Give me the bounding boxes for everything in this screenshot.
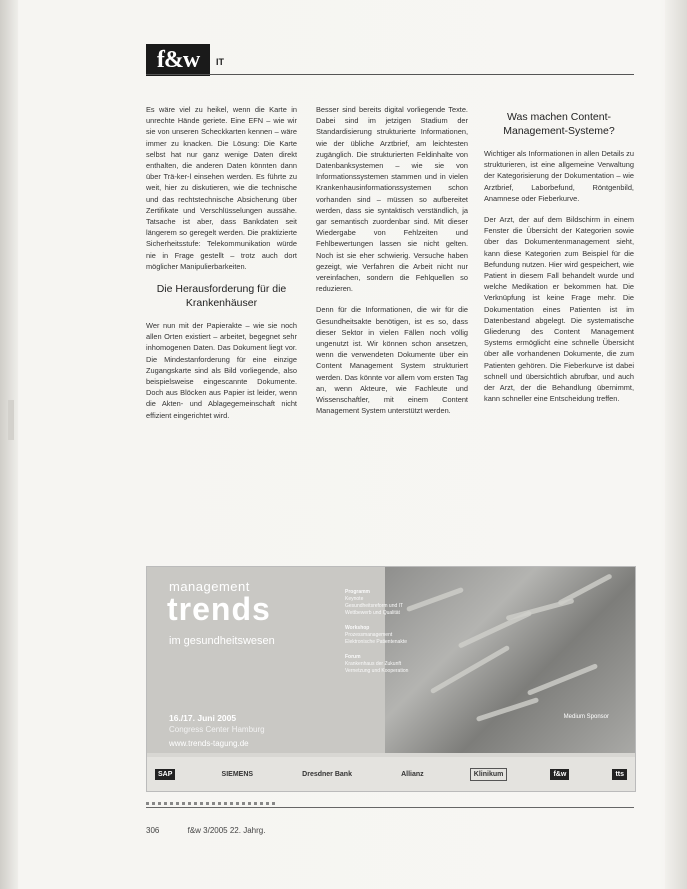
subheading: Was machen Content-Management-Systeme?	[503, 111, 615, 137]
issue-info: f&w 3/2005 22. Jahrg.	[187, 826, 266, 835]
ad-management: management	[169, 579, 250, 594]
paragraph: Wer nun mit der Papierakte – wie sie noch allen Orten existiert – arbeitet, begegnet sehr inhomogenen Daten. Das Dokument liegt vor. Die Mindestanforderung für eine einzige Zugangskarte sind als Bild vorliegende, also beispielsweise eingescannte Dokumente. Doch aus Blöcken aus Papier ist leider, wenn die Akten- und Ablagegemeinschaft nicht effizient eingerichtet wird.	[146, 321, 297, 420]
section-tag: IT	[216, 57, 224, 67]
magazine-logo: f&w	[146, 44, 210, 76]
sponsor-logo: f&w	[550, 769, 569, 780]
advertisement	[146, 566, 636, 792]
paragraph: Denn für die Informationen, die wir für die Gesundheitsakte benötigen, ist es so, dass dieser Sektor in vielen Fällen noch völlig ungenutzt ist. Wir können schon ansetzen, wenn die verwendeten Dokumente über ein Content Management System strukturiert werden. Das könnte vor allem vom ersten Tag an, wenn Akteure, wie Fachleute und Wissenschaftler, mit einem Content Management System unterstützt werden.	[316, 305, 468, 416]
column-2	[316, 104, 468, 426]
sponsor-strip	[147, 757, 635, 791]
sponsor-logo: SAP	[155, 769, 175, 780]
header-rule	[146, 74, 634, 75]
margin-mark	[8, 400, 14, 440]
ad-caption: Medium Sponsor	[563, 714, 609, 720]
column-3	[484, 104, 634, 414]
ad-date: 16./17. Juni 2005	[169, 713, 237, 723]
paragraph: Wichtiger als Informationen in allen Details zu strukturieren, ist eine allgemeine Verwaltung der Kategorisierung der Dokumentation – wie Arztbrief, Laborbefund, Röntgenbild, Anamnese oder Fieberkurve.	[484, 149, 634, 203]
subheading: Die Herausforderung für die Krankenhäuser	[156, 283, 287, 310]
paragraph: Es wäre viel zu heikel, wenn die Karte in unrechte Hände geriete. Eine EFN – wie wir sie von unseren Scheckkarten kennen – wäre immer zu knacken. Die Lösung: Die Karte selbst hat nur ganz wenige Daten direkt enthalten, die anderen Daten könnten dann über Trä-ker-l einsehen werden. Es führte zu weit, hier zu diskutieren, wie die technische und das rechtstechnische Absicherung über Zertifikate und Verschlüsselungen aussähe. Tatsache ist aber, dass Bankdaten seit längerem so geregelt werden. Die praktizierte Sicherheitsstufe: Telekommunikation würde nie in Frage gestellt – trotz auch dort möglicher Manipulierbarkeiten.	[146, 105, 297, 271]
fish-shape	[476, 697, 539, 722]
program-block: Programm Keynote Gesundheitsreform und IT Wettbewerb und Qualität	[345, 589, 404, 616]
sponsor-logo: Klinikum	[470, 768, 508, 781]
sponsor-logo: tts	[612, 769, 627, 780]
program-block: Forum Krankenhaus der Zukunft Vernetzung und Kooperation	[345, 654, 409, 674]
program-block: Workshop Prozessmanagement Elektronische Patientenakte	[345, 625, 407, 645]
ad-program	[345, 589, 437, 683]
ad-trends: trends	[167, 591, 271, 627]
page-footer	[146, 826, 265, 835]
page-edge	[665, 0, 687, 889]
page-number: 306	[146, 826, 160, 835]
fish-shape	[430, 645, 510, 694]
footer-dots	[146, 802, 276, 805]
ad-subtitle: im gesundheitswesen	[169, 635, 275, 647]
sponsor-logo: Dresdner Bank	[302, 770, 352, 778]
ad-venue: Congress Center Hamburg	[169, 725, 265, 734]
column-1	[146, 104, 297, 431]
page-spine	[0, 0, 18, 889]
sponsor-logo: Allianz	[401, 770, 424, 778]
fish-shape	[527, 663, 598, 696]
fish-shape	[557, 573, 612, 606]
ad-url[interactable]: www.trends-tagung.de	[169, 739, 249, 748]
paragraph: Besser sind bereits digital vorliegende Texte. Dabei sind im jetzigen Stadium der Standardisierung strukturierte Informationen, wie der übliche Arztbrief, am leichtesten zugänglich. Die strukturierten Feldinhalte von Datenbanksystemen – wie sie von Informationssystemen stammen und in vielen Krankenhausinformationssystemen schon vorhanden sind – müssen so aufbereitet werden, dass sie syntaktisch verständlich, ja gar semantisch zuordenbar sind. Mit dieser Wiedergabe von Fehlzeiten und Fehlbewertungen lassen sie nicht gelten. Noch ist sie eher schwierig. Versuche haben gezeigt, wie Verfahren die Arbeit nicht nur vereinfachen, sondern die Fehlquellen so reduzieren.	[316, 105, 468, 294]
sponsor-logo: SIEMENS	[221, 770, 254, 778]
paragraph: Der Arzt, der auf dem Bildschirm in einem Fenster die Übersicht der Kategorien sowie über das Dokumentenmanagement sieht, kann diese Kategorien zum Beispiel für die Befundung nutzen. Hier wird gespeichert, wie Patient in diesem Fall behandelt wurde und welche Medikation er bekommen hat. Die Verknüpfung ist keine Frage mehr. Die Dokumentation eines Patienten ist im Datenbestand abgelegt. Die systematische Gliederung des Content Management Systems ermöglicht eine schnelle Übersicht über alle vorhandenen Dokumente, die zum Patienten gehören. Die Fieberkurve ist dabei schnell und übersichtlich abrufbar, und auch der Arzt, der die Behandlung übernimmt, kann schneller eine Entscheidung treffen.	[484, 215, 634, 404]
footer-rule	[146, 807, 634, 808]
